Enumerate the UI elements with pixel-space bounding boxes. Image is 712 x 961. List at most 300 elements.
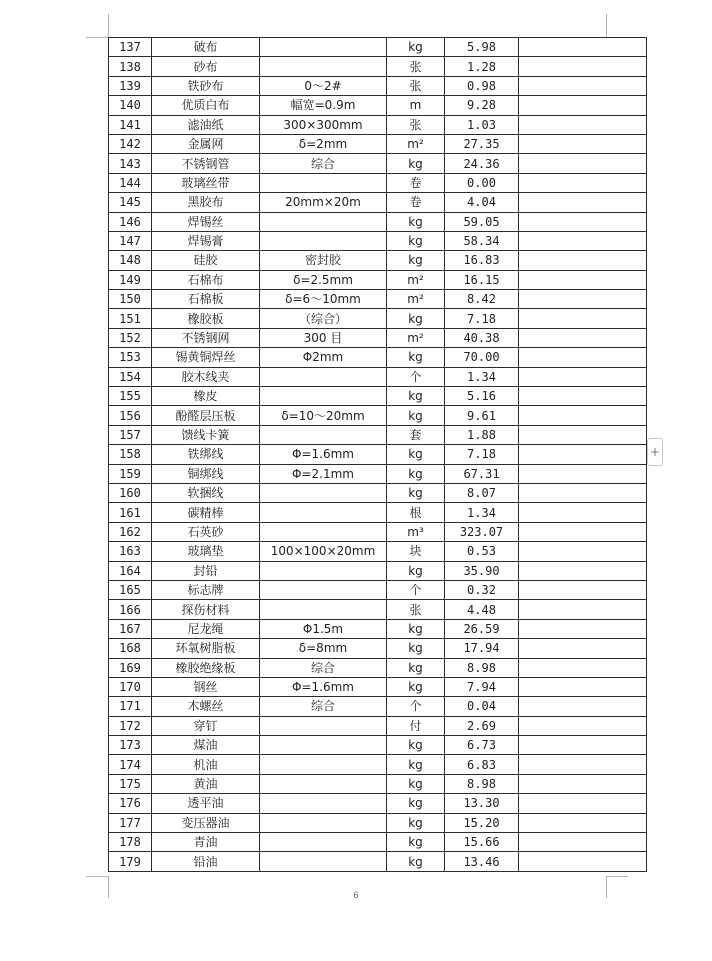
price-cell: 26.59 bbox=[445, 619, 519, 638]
price-cell: 0.00 bbox=[445, 173, 519, 192]
remarks-cell bbox=[519, 173, 647, 192]
price-cell: 6.83 bbox=[445, 755, 519, 774]
row-number-cell: 142 bbox=[109, 134, 152, 153]
price-cell: 5.98 bbox=[445, 38, 519, 57]
table-row bbox=[109, 270, 647, 289]
unit-cell: 张 bbox=[387, 57, 445, 76]
material-name-cell: 标志牌 bbox=[152, 580, 260, 599]
row-number-cell: 138 bbox=[109, 57, 152, 76]
material-name-cell: 青油 bbox=[152, 833, 260, 852]
price-cell: 67.31 bbox=[445, 464, 519, 483]
row-number-cell: 144 bbox=[109, 173, 152, 192]
remarks-cell bbox=[519, 270, 647, 289]
remarks-cell bbox=[519, 774, 647, 793]
specification-cell bbox=[260, 425, 387, 444]
unit-cell: kg bbox=[387, 852, 445, 871]
row-number-cell: 156 bbox=[109, 406, 152, 425]
specification-cell bbox=[260, 794, 387, 813]
remarks-cell bbox=[519, 57, 647, 76]
material-name-cell: 胶木线夹 bbox=[152, 367, 260, 386]
material-name-cell: 石英砂 bbox=[152, 522, 260, 541]
row-number-cell: 143 bbox=[109, 154, 152, 173]
specification-cell: δ=2.5mm bbox=[260, 270, 387, 289]
price-cell: 6.73 bbox=[445, 736, 519, 755]
row-number-cell: 147 bbox=[109, 231, 152, 250]
unit-cell: kg bbox=[387, 833, 445, 852]
row-number-cell: 176 bbox=[109, 794, 152, 813]
table-row bbox=[109, 736, 647, 755]
price-cell: 8.42 bbox=[445, 290, 519, 309]
material-name-cell: 优质白布 bbox=[152, 96, 260, 115]
remarks-cell bbox=[519, 483, 647, 502]
table-row bbox=[109, 231, 647, 250]
remarks-cell bbox=[519, 464, 647, 483]
specification-cell bbox=[260, 522, 387, 541]
table-row bbox=[109, 677, 647, 696]
material-name-cell: 碳精棒 bbox=[152, 503, 260, 522]
specification-cell bbox=[260, 38, 387, 57]
specification-cell bbox=[260, 212, 387, 231]
table-row bbox=[109, 425, 647, 444]
specification-cell: Φ1.5m bbox=[260, 619, 387, 638]
material-name-cell: 橡皮 bbox=[152, 387, 260, 406]
material-name-cell: 砂布 bbox=[152, 57, 260, 76]
table-row bbox=[109, 57, 647, 76]
remarks-cell bbox=[519, 193, 647, 212]
table-row bbox=[109, 309, 647, 328]
unit-cell: 块 bbox=[387, 542, 445, 561]
specification-cell: 综合 bbox=[260, 697, 387, 716]
price-cell: 4.48 bbox=[445, 600, 519, 619]
row-number-cell: 174 bbox=[109, 755, 152, 774]
specification-cell bbox=[260, 755, 387, 774]
material-name-cell: 透平油 bbox=[152, 794, 260, 813]
unit-cell: m bbox=[387, 96, 445, 115]
material-name-cell: 铁砂布 bbox=[152, 76, 260, 95]
specification-cell bbox=[260, 580, 387, 599]
unit-cell: kg bbox=[387, 736, 445, 755]
price-cell: 1.03 bbox=[445, 115, 519, 134]
specification-cell bbox=[260, 57, 387, 76]
unit-cell: kg bbox=[387, 755, 445, 774]
remarks-cell bbox=[519, 309, 647, 328]
specification-cell bbox=[260, 387, 387, 406]
row-number-cell: 163 bbox=[109, 542, 152, 561]
row-number-cell: 154 bbox=[109, 367, 152, 386]
table-row bbox=[109, 619, 647, 638]
row-number-cell: 149 bbox=[109, 270, 152, 289]
unit-cell: 卷 bbox=[387, 173, 445, 192]
unit-cell: m² bbox=[387, 134, 445, 153]
unit-cell: kg bbox=[387, 619, 445, 638]
remarks-cell bbox=[519, 348, 647, 367]
price-cell: 1.34 bbox=[445, 503, 519, 522]
price-cell: 5.16 bbox=[445, 387, 519, 406]
specification-cell: Φ2mm bbox=[260, 348, 387, 367]
row-number-cell: 170 bbox=[109, 677, 152, 696]
price-cell: 0.32 bbox=[445, 580, 519, 599]
specification-cell: Φ=1.6mm bbox=[260, 677, 387, 696]
table-row bbox=[109, 483, 647, 502]
material-name-cell: 黄油 bbox=[152, 774, 260, 793]
remarks-cell bbox=[519, 425, 647, 444]
row-number-cell: 159 bbox=[109, 464, 152, 483]
price-cell: 0.98 bbox=[445, 76, 519, 95]
remarks-cell bbox=[519, 561, 647, 580]
remarks-cell bbox=[519, 619, 647, 638]
unit-cell: m² bbox=[387, 290, 445, 309]
price-cell: 7.18 bbox=[445, 309, 519, 328]
row-number-cell: 161 bbox=[109, 503, 152, 522]
unit-cell: 付 bbox=[387, 716, 445, 735]
specification-cell bbox=[260, 503, 387, 522]
material-name-cell: 破布 bbox=[152, 38, 260, 57]
material-name-cell: 机油 bbox=[152, 755, 260, 774]
price-cell: 7.94 bbox=[445, 677, 519, 696]
remarks-cell bbox=[519, 580, 647, 599]
table-row bbox=[109, 658, 647, 677]
material-name-cell: 酚醛层压板 bbox=[152, 406, 260, 425]
remarks-cell bbox=[519, 406, 647, 425]
specification-cell: 综合 bbox=[260, 658, 387, 677]
table-row bbox=[109, 387, 647, 406]
material-name-cell: 金属网 bbox=[152, 134, 260, 153]
material-name-cell: 铅油 bbox=[152, 852, 260, 871]
table-row bbox=[109, 852, 647, 871]
table-row bbox=[109, 522, 647, 541]
table-row bbox=[109, 755, 647, 774]
specification-cell: 综合 bbox=[260, 154, 387, 173]
remarks-cell bbox=[519, 134, 647, 153]
row-number-cell: 158 bbox=[109, 445, 152, 464]
price-cell: 323.07 bbox=[445, 522, 519, 541]
price-cell: 7.18 bbox=[445, 445, 519, 464]
table-row bbox=[109, 290, 647, 309]
material-name-cell: 馈线卡簧 bbox=[152, 425, 260, 444]
specification-cell bbox=[260, 600, 387, 619]
specification-cell bbox=[260, 561, 387, 580]
table-row bbox=[109, 697, 647, 716]
unit-cell: 卷 bbox=[387, 193, 445, 212]
remarks-cell bbox=[519, 154, 647, 173]
row-number-cell: 148 bbox=[109, 251, 152, 270]
specification-cell: 0～2# bbox=[260, 76, 387, 95]
price-cell: 13.30 bbox=[445, 794, 519, 813]
material-name-cell: 软捆线 bbox=[152, 483, 260, 502]
unit-cell: kg bbox=[387, 561, 445, 580]
price-cell: 13.46 bbox=[445, 852, 519, 871]
price-cell: 58.34 bbox=[445, 231, 519, 250]
unit-cell: kg bbox=[387, 231, 445, 250]
remarks-cell bbox=[519, 290, 647, 309]
specification-cell bbox=[260, 736, 387, 755]
specification-cell: δ=10～20mm bbox=[260, 406, 387, 425]
remarks-cell bbox=[519, 328, 647, 347]
table-row bbox=[109, 542, 647, 561]
unit-cell: kg bbox=[387, 406, 445, 425]
unit-cell: kg bbox=[387, 154, 445, 173]
row-number-cell: 169 bbox=[109, 658, 152, 677]
row-number-cell: 164 bbox=[109, 561, 152, 580]
table-row bbox=[109, 445, 647, 464]
material-name-cell: 玻璃丝带 bbox=[152, 173, 260, 192]
remarks-cell bbox=[519, 600, 647, 619]
row-number-cell: 172 bbox=[109, 716, 152, 735]
table-row bbox=[109, 154, 647, 173]
price-cell: 16.15 bbox=[445, 270, 519, 289]
specification-cell: 300×300mm bbox=[260, 115, 387, 134]
row-number-cell: 179 bbox=[109, 852, 152, 871]
row-number-cell: 177 bbox=[109, 813, 152, 832]
row-number-cell: 165 bbox=[109, 580, 152, 599]
unit-cell: kg bbox=[387, 639, 445, 658]
table-row bbox=[109, 96, 647, 115]
unit-cell: 个 bbox=[387, 697, 445, 716]
crop-mark-top-left-v bbox=[108, 14, 109, 37]
table-body bbox=[109, 38, 647, 872]
remarks-cell bbox=[519, 115, 647, 134]
remarks-cell bbox=[519, 813, 647, 832]
row-number-cell: 160 bbox=[109, 483, 152, 502]
row-number-cell: 171 bbox=[109, 697, 152, 716]
row-number-cell: 175 bbox=[109, 774, 152, 793]
unit-cell: kg bbox=[387, 38, 445, 57]
row-number-cell: 157 bbox=[109, 425, 152, 444]
unit-cell: kg bbox=[387, 464, 445, 483]
specification-cell bbox=[260, 483, 387, 502]
table-row bbox=[109, 348, 647, 367]
row-number-cell: 140 bbox=[109, 96, 152, 115]
remarks-cell bbox=[519, 542, 647, 561]
specification-cell: Φ=2.1mm bbox=[260, 464, 387, 483]
specification-cell bbox=[260, 833, 387, 852]
table-row bbox=[109, 833, 647, 852]
unit-cell: kg bbox=[387, 658, 445, 677]
specification-cell: 300 目 bbox=[260, 328, 387, 347]
material-name-cell: 石棉布 bbox=[152, 270, 260, 289]
table-row bbox=[109, 212, 647, 231]
remarks-cell bbox=[519, 522, 647, 541]
price-cell: 16.83 bbox=[445, 251, 519, 270]
price-cell: 9.28 bbox=[445, 96, 519, 115]
price-cell: 0.04 bbox=[445, 697, 519, 716]
remarks-cell bbox=[519, 658, 647, 677]
remarks-cell bbox=[519, 716, 647, 735]
row-number-cell: 141 bbox=[109, 115, 152, 134]
material-name-cell: 焊锡丝 bbox=[152, 212, 260, 231]
price-cell: 4.04 bbox=[445, 193, 519, 212]
remarks-cell bbox=[519, 367, 647, 386]
plus-icon: + bbox=[649, 445, 661, 459]
material-name-cell: 焊锡膏 bbox=[152, 231, 260, 250]
row-number-cell: 166 bbox=[109, 600, 152, 619]
unit-cell: 套 bbox=[387, 425, 445, 444]
unit-cell: kg bbox=[387, 794, 445, 813]
row-number-cell: 151 bbox=[109, 309, 152, 328]
table-row bbox=[109, 115, 647, 134]
unit-cell: 张 bbox=[387, 600, 445, 619]
material-name-cell: 橡胶绝缘板 bbox=[152, 658, 260, 677]
specification-cell: Φ=1.6mm bbox=[260, 445, 387, 464]
unit-cell: m² bbox=[387, 270, 445, 289]
price-cell: 8.98 bbox=[445, 658, 519, 677]
unit-cell: 张 bbox=[387, 115, 445, 134]
remarks-cell bbox=[519, 96, 647, 115]
table-row bbox=[109, 367, 647, 386]
table-row bbox=[109, 639, 647, 658]
row-number-cell: 146 bbox=[109, 212, 152, 231]
table-row bbox=[109, 561, 647, 580]
material-name-cell: 环氧树脂板 bbox=[152, 639, 260, 658]
price-cell: 70.00 bbox=[445, 348, 519, 367]
price-cell: 1.88 bbox=[445, 425, 519, 444]
price-cell: 1.28 bbox=[445, 57, 519, 76]
material-name-cell: 锡黄铜焊丝 bbox=[152, 348, 260, 367]
unit-cell: kg bbox=[387, 348, 445, 367]
table-row bbox=[109, 76, 647, 95]
remarks-cell bbox=[519, 445, 647, 464]
crop-mark-bottom-left-h bbox=[86, 876, 108, 877]
specification-cell bbox=[260, 774, 387, 793]
row-number-cell: 137 bbox=[109, 38, 152, 57]
specification-cell: 密封胶 bbox=[260, 251, 387, 270]
crop-mark-top-left-h bbox=[86, 37, 108, 38]
specification-cell bbox=[260, 231, 387, 250]
unit-cell: m² bbox=[387, 328, 445, 347]
table-row bbox=[109, 406, 647, 425]
material-name-cell: 黑胶布 bbox=[152, 193, 260, 212]
material-name-cell: 探伤材料 bbox=[152, 600, 260, 619]
specification-cell: 100×100×20mm bbox=[260, 542, 387, 561]
unit-cell: kg bbox=[387, 251, 445, 270]
remarks-cell bbox=[519, 38, 647, 57]
row-number-cell: 153 bbox=[109, 348, 152, 367]
table-row bbox=[109, 328, 647, 347]
material-name-cell: 石棉板 bbox=[152, 290, 260, 309]
price-cell: 15.20 bbox=[445, 813, 519, 832]
price-cell: 24.36 bbox=[445, 154, 519, 173]
row-number-cell: 150 bbox=[109, 290, 152, 309]
price-cell: 35.90 bbox=[445, 561, 519, 580]
table-row bbox=[109, 600, 647, 619]
material-name-cell: 变压器油 bbox=[152, 813, 260, 832]
table-row bbox=[109, 38, 647, 57]
material-name-cell: 铜绑线 bbox=[152, 464, 260, 483]
table-row bbox=[109, 774, 647, 793]
remarks-cell bbox=[519, 251, 647, 270]
specification-cell bbox=[260, 813, 387, 832]
crop-mark-top-right-v bbox=[606, 14, 607, 37]
row-number-cell: 173 bbox=[109, 736, 152, 755]
price-cell: 9.61 bbox=[445, 406, 519, 425]
remarks-cell bbox=[519, 639, 647, 658]
material-name-cell: 滤油纸 bbox=[152, 115, 260, 134]
remarks-cell bbox=[519, 677, 647, 696]
specification-cell: δ=2mm bbox=[260, 134, 387, 153]
specification-cell: δ=8mm bbox=[260, 639, 387, 658]
remarks-cell bbox=[519, 212, 647, 231]
unit-cell: kg bbox=[387, 445, 445, 464]
table-row bbox=[109, 503, 647, 522]
material-name-cell: 煤油 bbox=[152, 736, 260, 755]
price-cell: 15.66 bbox=[445, 833, 519, 852]
material-name-cell: 封铅 bbox=[152, 561, 260, 580]
row-number-cell: 152 bbox=[109, 328, 152, 347]
material-name-cell: 穿钉 bbox=[152, 716, 260, 735]
unit-cell: 张 bbox=[387, 76, 445, 95]
remarks-cell bbox=[519, 503, 647, 522]
row-number-cell: 145 bbox=[109, 193, 152, 212]
table-row bbox=[109, 580, 647, 599]
remarks-cell bbox=[519, 794, 647, 813]
specification-cell bbox=[260, 173, 387, 192]
unit-cell: 个 bbox=[387, 580, 445, 599]
unit-cell: m³ bbox=[387, 522, 445, 541]
specification-cell: δ=6～10mm bbox=[260, 290, 387, 309]
page-number: 6 bbox=[353, 890, 359, 900]
table-row bbox=[109, 464, 647, 483]
table-row bbox=[109, 193, 647, 212]
unit-cell: 个 bbox=[387, 367, 445, 386]
table-row bbox=[109, 251, 647, 270]
unit-cell: kg bbox=[387, 309, 445, 328]
price-cell: 1.34 bbox=[445, 367, 519, 386]
remarks-cell bbox=[519, 736, 647, 755]
table-row bbox=[109, 134, 647, 153]
material-name-cell: 铁绑线 bbox=[152, 445, 260, 464]
specification-cell: 幅宽=0.9m bbox=[260, 96, 387, 115]
material-name-cell: 不锈钢管 bbox=[152, 154, 260, 173]
row-number-cell: 139 bbox=[109, 76, 152, 95]
material-name-cell: 橡胶板 bbox=[152, 309, 260, 328]
specification-cell bbox=[260, 716, 387, 735]
price-cell: 59.05 bbox=[445, 212, 519, 231]
table-row bbox=[109, 794, 647, 813]
unit-cell: kg bbox=[387, 483, 445, 502]
specification-cell bbox=[260, 852, 387, 871]
material-name-cell: 尼龙绳 bbox=[152, 619, 260, 638]
material-name-cell: 玻璃垫 bbox=[152, 542, 260, 561]
table-row bbox=[109, 716, 647, 735]
crop-mark-bottom-right-h bbox=[606, 876, 628, 877]
row-number-cell: 178 bbox=[109, 833, 152, 852]
materials-price-table bbox=[108, 37, 647, 872]
unit-cell: kg bbox=[387, 677, 445, 696]
row-number-cell: 168 bbox=[109, 639, 152, 658]
row-number-cell: 155 bbox=[109, 387, 152, 406]
material-name-cell: 木螺丝 bbox=[152, 697, 260, 716]
unit-cell: 根 bbox=[387, 503, 445, 522]
add-row-button[interactable] bbox=[647, 438, 663, 466]
specification-cell bbox=[260, 367, 387, 386]
material-name-cell: 硅胶 bbox=[152, 251, 260, 270]
price-cell: 40.38 bbox=[445, 328, 519, 347]
remarks-cell bbox=[519, 76, 647, 95]
remarks-cell bbox=[519, 231, 647, 250]
price-cell: 0.53 bbox=[445, 542, 519, 561]
remarks-cell bbox=[519, 387, 647, 406]
unit-cell: kg bbox=[387, 774, 445, 793]
unit-cell: kg bbox=[387, 387, 445, 406]
specification-cell: 20mm×20m bbox=[260, 193, 387, 212]
row-number-cell: 162 bbox=[109, 522, 152, 541]
price-cell: 2.69 bbox=[445, 716, 519, 735]
specification-cell: （综合） bbox=[260, 309, 387, 328]
remarks-cell bbox=[519, 852, 647, 871]
price-cell: 17.94 bbox=[445, 639, 519, 658]
price-cell: 27.35 bbox=[445, 134, 519, 153]
row-number-cell: 167 bbox=[109, 619, 152, 638]
